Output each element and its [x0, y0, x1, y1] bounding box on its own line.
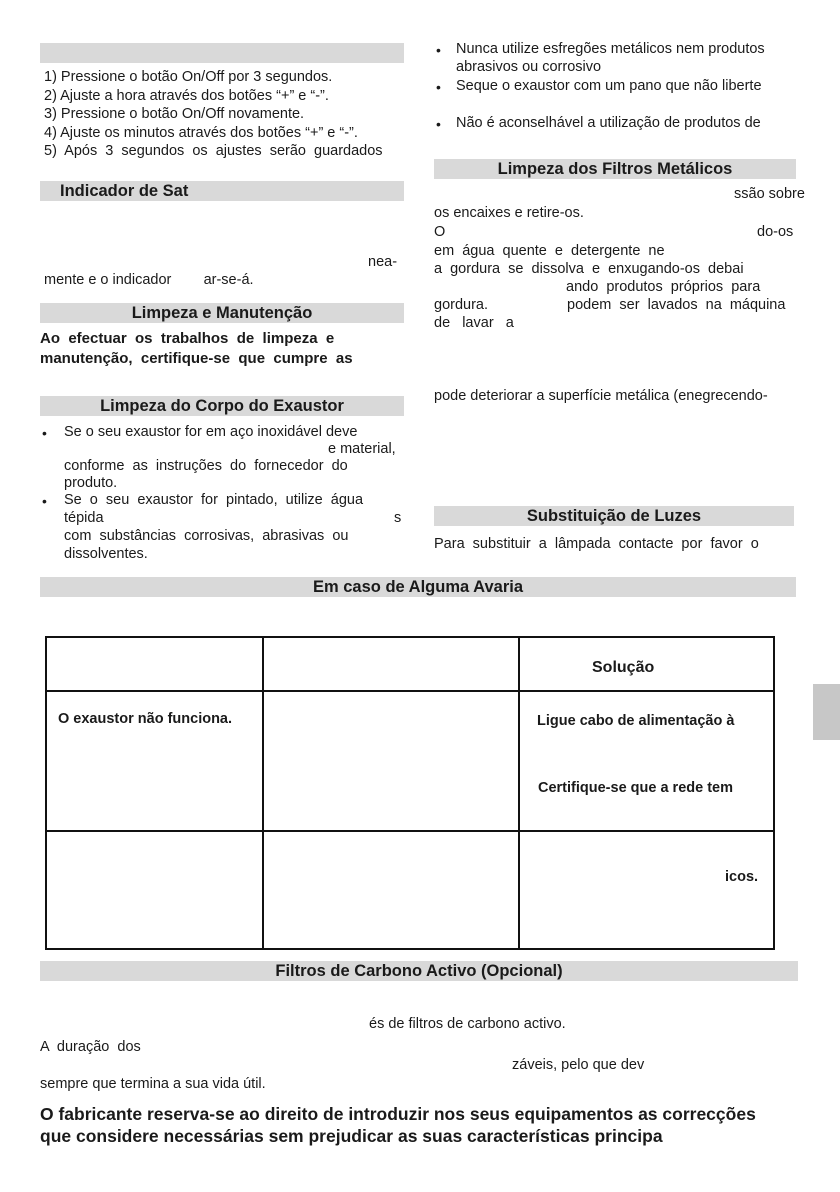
body-bullet-1-line-4: produto. — [64, 475, 118, 491]
tips-bullet-1-line-2: abrasivos ou corrosivo — [456, 59, 602, 75]
filters-line-1: ssão sobre — [734, 186, 805, 202]
table-divider-1 — [262, 637, 264, 949]
lights-section-bar — [434, 506, 794, 526]
body-bullet-2-line-2a: tépida — [64, 510, 104, 526]
row1-problem: O exaustor não funciona. — [58, 711, 233, 727]
lights-title: Substituição de Luzes — [526, 507, 702, 525]
clock-step-2: 2) Ajuste a hora através dos botões “+” e “-”. — [44, 88, 329, 104]
body-bullet-1-line-3: conforme as instruções do fornecedor do — [64, 458, 348, 474]
body-bullet-2-line-4: dissolventes. — [64, 546, 148, 562]
maintenance-line-1: Ao efectuar os trabalhos de limpeza e — [40, 330, 335, 347]
carbon-line-2: A duração dos — [40, 1039, 141, 1055]
fault-section-bar — [40, 577, 796, 597]
clock-step-4: 4) Ajuste os minutos através dos botões “+” e “-”. — [44, 125, 358, 141]
body-cleaning-title: Limpeza do Corpo do Exaustor — [100, 397, 344, 415]
clock-step-1: 1) Pressione o botão On/Off por 3 segundos. — [44, 69, 333, 85]
filters-line-2: os encaixes e retire-os. — [434, 205, 584, 221]
metal-filters-title: Limpeza dos Filtros Metálicos — [497, 160, 733, 178]
bullet-marker: • — [436, 116, 441, 132]
filters-line-7b: podem ser lavados na máquina — [567, 297, 786, 313]
sat-line-1: nea- — [368, 254, 398, 270]
body-bullet-2-line-3: com substâncias corrosivas, abrasivas ou — [64, 528, 349, 544]
carbon-line-1: és de filtros de carbono activo. — [369, 1016, 566, 1032]
filters-line-3a: O — [434, 224, 446, 240]
tips-bullet-3-line-1: Não é aconselhável a utilização de produtos de — [456, 115, 761, 131]
filters-line-8: de lavar a — [434, 315, 514, 331]
bullet-marker: • — [436, 79, 441, 95]
sat-section-bar — [40, 181, 404, 201]
row1-solution-2: Certifique-se que a rede tem — [538, 780, 733, 796]
bullet-marker: • — [42, 425, 47, 441]
lights-line-1: Para substituir a lâmpada contacte por favor o — [434, 536, 759, 552]
clock-step-5: 5) Após 3 segundos os ajustes serão guardados — [44, 143, 383, 159]
bullet-marker: • — [436, 42, 441, 58]
metal-filters-section-bar — [434, 159, 796, 179]
filters-line-9: pode deteriorar a superfície metálica (enegrecendo- — [434, 388, 768, 404]
carbon-line-4: sempre que termina a sua vida útil. — [40, 1076, 266, 1092]
table-row-divider — [46, 830, 774, 832]
table-header-divider — [46, 690, 774, 692]
body-bullet-2-line-1: Se o seu exaustor for pintado, utilize água — [64, 492, 364, 508]
filters-line-6: ando produtos próprios para — [566, 279, 761, 295]
table-divider-2 — [518, 637, 520, 949]
filters-line-7a: gordura. — [434, 297, 489, 313]
tips-bullet-1-line-1: Nunca utilize esfregões metálicos nem produtos — [456, 41, 765, 57]
row2-solution-1: icos. — [725, 869, 759, 885]
body-cleaning-section-bar — [40, 396, 404, 416]
clock-step-3: 3) Pressione o botão On/Off novamente. — [44, 106, 305, 122]
tips-bullet-2-line-1: Seque o exaustor com um pano que não liberte — [456, 78, 762, 94]
manufacturer-notice-1: O fabricante reserva-se ao direito de introduzir nos seus equipamentos as correcções — [40, 1104, 756, 1124]
carbon-section-bar — [40, 961, 798, 981]
body-bullet-1-line-2: e material, — [328, 441, 396, 457]
carbon-line-3: záveis, pelo que dev — [512, 1057, 645, 1073]
sat-title: Indicador de Sat — [60, 182, 189, 200]
manufacturer-notice-2: que considere necessárias sem prejudicar as suas características principa — [40, 1126, 663, 1146]
fault-title: Em caso de Alguma Avaria — [313, 578, 523, 596]
maintenance-line-2: manutenção, certifique-se que cumpre as — [40, 350, 353, 367]
carbon-title: Filtros de Carbono Activo (Opcional) — [275, 962, 563, 980]
body-bullet-1-line-1: Se o seu exaustor for em aço inoxidável deve — [64, 424, 358, 440]
bullet-marker: • — [42, 493, 47, 509]
filters-line-3b: do-os — [757, 224, 794, 240]
maintenance-title: Limpeza e Manutenção — [131, 304, 313, 322]
table-header-solution: Solução — [592, 659, 655, 676]
body-bullet-2-line-2b: s — [394, 510, 402, 526]
filters-line-4: em água quente e detergente ne — [434, 243, 665, 259]
row1-solution-1: Ligue cabo de alimentação à — [537, 713, 735, 729]
filters-line-5: a gordura se dissolva e enxugando-os debai — [434, 261, 744, 277]
clock-section-bar — [40, 43, 404, 63]
maintenance-section-bar — [40, 303, 404, 323]
side-tab-marker — [813, 684, 840, 740]
sat-line-2: mente e o indicador ar-se-á. — [44, 272, 254, 288]
